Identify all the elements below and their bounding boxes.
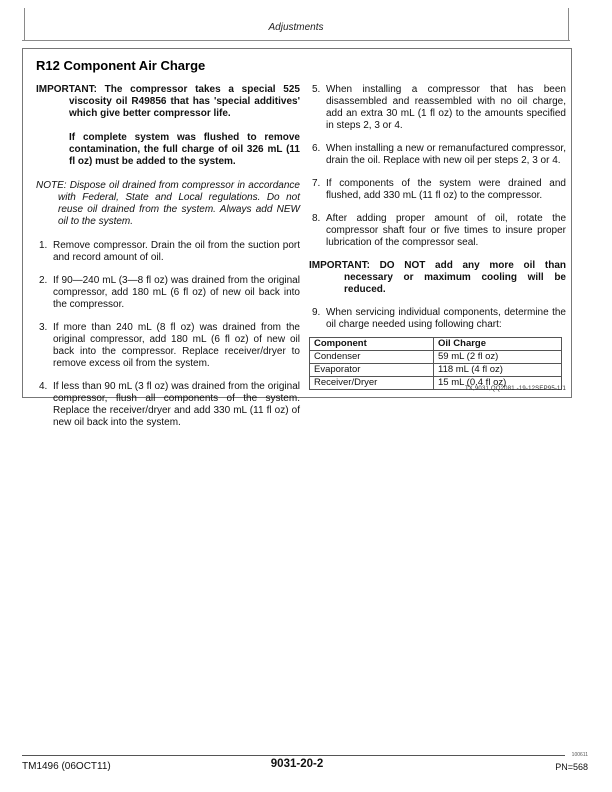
step-text: When installing a new or remanufactured compressor, drain the oil. Replace with new oil per steps 2, 3 or 4. — [325, 143, 566, 166]
step-number: 6. — [311, 143, 321, 154]
header-bottom-rule — [22, 40, 570, 41]
section-title: R12 Component Air Charge — [36, 58, 206, 73]
step-item-6 — [309, 143, 566, 167]
step-number: 8. — [311, 213, 321, 224]
step-item-9 — [309, 307, 566, 331]
component-cell: Evaporator — [309, 364, 433, 377]
step-number: 2. — [39, 275, 48, 286]
important-paragraph-continued: If complete system was flushed to remove contamination, the full charge of oil 326 mL (11 fl oz) must be added to the system. — [69, 132, 300, 167]
footer-manual-id: TM1496 (06OCT11) — [22, 761, 111, 772]
footer-print-code: 100611 — [571, 752, 588, 758]
left-column — [36, 84, 300, 429]
step-item-8 — [309, 213, 566, 249]
column-header-oil-charge: Oil Charge — [433, 338, 561, 351]
step-text: When installing a compressor that has been disassembled and reassembled with no oil charge, add an extra 30 mL (1 fl oz) to the amounts specified in steps 2, 3 or 4. — [325, 84, 566, 131]
step-number: 3. — [39, 322, 48, 333]
component-cell: Condenser — [309, 351, 433, 364]
running-header-title: Adjustments — [268, 22, 324, 33]
oil-charge-cell: 15 mL (0.4 fl oz) — [433, 377, 561, 390]
step-item-2 — [36, 275, 300, 311]
step-item-5 — [309, 84, 566, 132]
important-paragraph: IMPORTANT: The compressor takes a special 525 viscosity oil R49856 that has 'special additives' which give better compressor life. — [36, 84, 300, 119]
oil-charge-table — [309, 337, 562, 390]
step-text: After adding proper amount of oil, rotate the compressor shaft four or five times to insure proper lubrication of the compressor seal. — [325, 213, 566, 248]
footer-page-number: 9031-20-2 — [270, 758, 324, 770]
step-item-7 — [309, 178, 566, 202]
table-header-row — [309, 338, 561, 351]
step-text: When servicing individual components, determine the oil charge needed using following chart: — [325, 307, 566, 330]
important-paragraph-2: IMPORTANT: DO NOT add any more oil than necessary or maximum cooling will be reduced. — [308, 260, 566, 295]
table-row — [309, 364, 561, 377]
component-cell: Receiver/Dryer — [309, 377, 433, 390]
note-paragraph: NOTE: Dispose oil drained from compressor in accordance with Federal, State and Local regulations. Do not reuse oil drained from the system. Always add NEW oil to the system. — [36, 180, 300, 227]
step-item-1 — [36, 240, 300, 264]
step-text: Remove compressor. Drain the oil from the suction port and record amount of oil. — [53, 240, 300, 263]
step-text: If 90—240 mL (3—8 fl oz) was drained from the original compressor, add 180 mL (6 fl oz) of new oil back into the compressor. — [53, 275, 300, 310]
right-column — [309, 84, 566, 429]
step-number: 9. — [311, 307, 321, 318]
reference-code: TX,9031,QQ2081 -19-12SEP95-1/1 — [464, 386, 566, 392]
step-number: 4. — [39, 381, 48, 392]
section-box — [22, 48, 572, 428]
step-item-4 — [36, 381, 300, 429]
column-header-component: Component — [309, 338, 433, 351]
step-number: 7. — [311, 178, 321, 189]
step-number: 1. — [39, 240, 48, 251]
step-text: If less than 90 mL (3 fl oz) was drained from the original compressor, flush all components of the system. Replace the receiver/dryer and add 330 mL (11 fl oz) of new oil back into the system. — [53, 381, 300, 428]
footer-rule — [22, 755, 565, 756]
step-item-3 — [36, 322, 300, 370]
footer-pn: PN=568 — [555, 762, 588, 772]
two-column-layout — [36, 84, 566, 429]
step-text: If more than 240 mL (8 fl oz) was drained from the original compressor, add 180 mL (6 fl oz) of new oil back into the compressor. Replace receiver/dryer to remove excess oil from the system. — [53, 322, 300, 369]
step-text: If components of the system were drained and flushed, add 330 mL (11 fl oz) to the compressor. — [325, 178, 566, 201]
oil-charge-cell: 59 mL (2 fl oz) — [433, 351, 561, 364]
step-number: 5. — [311, 84, 321, 95]
oil-charge-cell: 118 mL (4 fl oz) — [433, 364, 561, 377]
table-row — [309, 351, 561, 364]
